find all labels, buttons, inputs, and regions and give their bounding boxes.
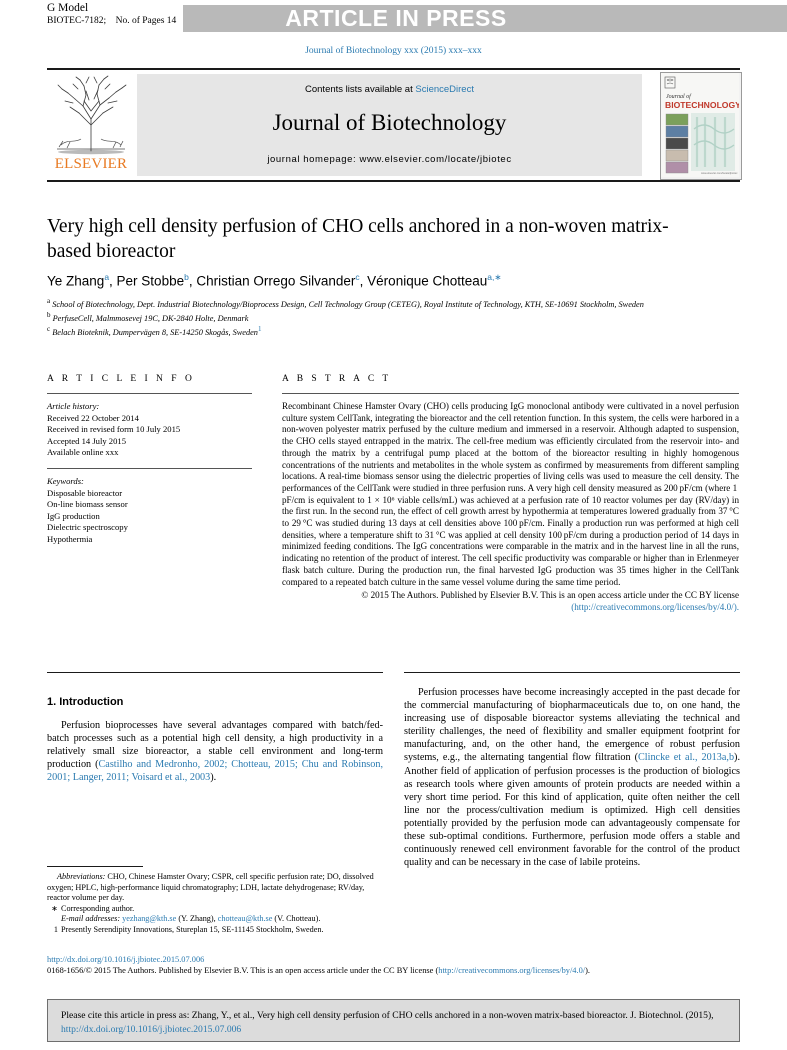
keywords-label: Keywords: <box>47 475 84 486</box>
affiliations-block <box>47 296 717 338</box>
history-item: Received 22 October 2014 <box>47 412 139 423</box>
body-right-column <box>404 686 740 869</box>
journal-masthead <box>47 68 740 182</box>
intro-left-post: ). <box>210 772 217 784</box>
article-history-block <box>47 401 252 459</box>
keyword-item: IgG production <box>47 510 100 521</box>
cite-this-article-text <box>61 1009 729 1036</box>
journal-title: Journal of Biotechnology <box>272 110 507 135</box>
article-history-label: Article history: <box>47 401 100 411</box>
intro-right-post: ). Another field of application of perfusion processes is the production of biologics as research tools where given amounts of protein products are needed within a very short time period. For this kind of application, quite often neither the cell line nor the process/cultivation medium is optimized. High cell densities potentially provided by the perfusion mode can advantageously compensate for these sub-optimal conditions. Furthermore, perfusion mode offers a stable and continuously renewed cell environment favorable for the control of the product quality and can be necessary in the case of labile proteins. <box>404 752 740 869</box>
citation-link[interactable]: Clincke et al., 2013a,b <box>638 752 735 764</box>
issn-pre: 0168-1656/© 2015 The Authors. Published by Elsevier B.V. This is an open access article under the CC BY license ( <box>47 966 439 976</box>
email-label: E-mail addresses: <box>61 914 121 924</box>
author-affil-marker: a,∗ <box>487 272 502 282</box>
homepage-url[interactable]: www.elsevier.com/locate/jbiotec <box>359 154 512 165</box>
journal-reference: Journal of Biotechnology xxx (2015) xxx–xxx <box>305 46 482 56</box>
affil-marker-c: c <box>47 325 51 334</box>
author-affil-marker: a <box>104 272 110 282</box>
contents-available-line <box>137 84 642 95</box>
journal-cover-thumbnail <box>660 72 742 180</box>
history-item: Available online xxx <box>47 447 119 458</box>
article-in-press-text: ARTICLE IN PRESS <box>285 5 507 31</box>
issn-copyright-line <box>47 965 747 976</box>
email-link-chotteau[interactable]: chotteau@kth.se <box>217 914 273 924</box>
footnotes-block <box>47 872 383 936</box>
journal-cover-art <box>661 73 739 177</box>
keyword-item: Hypothermia <box>47 533 93 544</box>
author-list: Ye Zhang$^a$, Per Stobbe$^b$, Christian Orrego Silvander$^c$, Véronique Chotteau$^{a,∗}$ <box>47 272 502 289</box>
cite-this-article-box <box>47 999 740 1042</box>
keyword-item: On-line biomass sensor <box>47 499 128 510</box>
affiliation-b-text: PerfuseCell, Malmmosevej 19C, DK-2840 Holte, Denmark <box>52 313 249 323</box>
article-id: BIOTEC-7182; <box>47 16 107 26</box>
g-model-label: G Model <box>47 2 89 14</box>
email-person-zhang: (Y. Zhang), <box>178 914 216 924</box>
present-address-text: Presently Serendipity Innovations, Stureplan 15, SE-11145 Stockholm, Sweden. <box>61 924 324 934</box>
email-link-zhang[interactable]: yezhang@kth.se <box>122 914 177 924</box>
article-info-column <box>47 374 252 546</box>
doi-link[interactable]: http://dx.doi.org/10.1016/j.jbiotec.2015.07.006 <box>47 955 205 964</box>
abbreviations-text: CHO, Chinese Hamster Ovary; CSPR, cell specific perfusion rate; DO, dissolved oxygen; HPLC, high-performance liquid chromatography; LDH, lactate dehydrogenase; RV/day, reactor volume per day. <box>47 872 374 903</box>
affiliation-b <box>47 310 717 324</box>
intro-right-pre: Perfusion processes have become increasingly accepted in the past decade for the commercial manufacturing of biopharmaceuticals due to, on one hand, the increasing use of disposable bioreactor systems alleviating the technical and sterility challenges, the need of flexibility and smaller equipment footprint for manufacturing, and, on the other hand, the emergence of robust perfusion systems, e.g., the alternating tangential flow filtration ( <box>404 687 740 764</box>
svg-text:BIOTECHNOLOGY: BIOTECHNOLOGY <box>665 100 739 110</box>
homepage-label: journal homepage: <box>267 154 357 165</box>
corresponding-marker: ∗ <box>51 903 58 913</box>
article-in-press-header <box>0 0 787 34</box>
section-heading-introduction: 1. Introduction <box>47 696 124 708</box>
keywords-divider <box>47 468 252 469</box>
sciencedirect-link[interactable]: ScienceDirect <box>415 84 474 95</box>
abstract-heading: A B S T R A C T <box>282 374 392 384</box>
affiliation-c <box>47 324 717 338</box>
intro-left-pre: Perfusion bioprocesses have several advantages compared with batch/fed-batch processes such as a potential high cell density, a high productivity in a relatively small size bioreactor, a stable cell environment and long-term production ( <box>47 720 383 771</box>
affil-dagger-marker: 1 <box>257 325 262 334</box>
article-id-line <box>47 15 176 27</box>
abstract-text: Recombinant Chinese Hamster Ovary (CHO) cells producing IgG monoclonal antibody were cultivated in a novel perfusion culture system CellTank, integrating the bioreactor and the cell retention function. In this system, the cells were harbored in a non-woven polyester matrix perfused by the culture medium and immersed in a reservoir. Although adapted to suspension, the CHO cells stayed entrapped in the matrix. The cell-free medium was efficiently circulated from the reservoir into- and through the matrix by a centrifugal pump placed at the bottom of the bioreactor resulting in highly homogenous concentrations of the nutrients and metabolites in the whole system as confirmed by measurements from different sampling locations. A real-time biomass sensor using the dielectric properties of living cells was used to measure the cell density. The performances of the CellTank were studied in three perfusion runs. A very high cell density measured as 200 pF/cm (where 1 pF/cm is equivalent to 1 × 10⁶ viable cells/mL) was achieved at a perfusion rate of 10 reactor volumes per day (RV/day) in the first run. In the second run, the effect of cell growth arrest by hypothermia at temperatures lowered gradually from 37 °C to 29 °C was studied during 13 days at cell densities above 100 pF/cm. Finally a production run was performed at high cell densities, where a temperature shift to 31 °C was applied at cell density 100 pF/cm during a production period of 14 days in minimized feeding conditions. The IgG concentrations were comparable in the matrix and in the harvest line in all the runs, indicating no retention of the product of interest. The cell specific productivity was comparable or higher than in Erlenmeyer flask batch culture. During the production run, the final harvested IgG production was 35 times higher in the CellTank compared to a repeated batch culture in the same vessel volume during the same time period. <box>282 401 739 587</box>
article-in-press-band <box>183 5 787 32</box>
svg-text:Journal of: Journal of <box>666 94 691 100</box>
right-column-rule <box>404 672 740 673</box>
corresponding-text: Corresponding author. <box>61 903 135 913</box>
author-affil-marker: c <box>355 272 360 282</box>
footnote-rule <box>47 866 143 867</box>
elsevier-logo <box>47 70 135 180</box>
abstract-divider <box>282 393 739 394</box>
abstract-column <box>282 374 739 614</box>
present-address-marker: 1 <box>53 924 58 934</box>
doi-footer <box>47 954 747 977</box>
cite-doi-link[interactable]: http://dx.doi.org/10.1016/j.jbiotec.2015.07.006 <box>61 1023 242 1035</box>
affiliation-c-text: Belach Bioteknik, Dumpervägen 8, SE-14250 Skogås, Sweden <box>52 327 258 337</box>
keywords-block <box>47 476 252 546</box>
citation-link[interactable]: Castilho and Medronho, 2002; Chotteau, 2015; Chu and Robinson, 2001; Langer, 2011; Voisard et al., 2003 <box>47 759 384 784</box>
affil-marker-b: b <box>47 311 51 320</box>
history-item: Accepted 14 July 2015 <box>47 435 126 446</box>
email-person-chotteau: (V. Chotteau). <box>274 914 321 924</box>
copyright-text: © 2015 The Authors. Published by Elsevier B.V. This is an open access article under the CC BY license <box>361 590 739 601</box>
pages-note: No. of Pages 14 <box>115 16 177 26</box>
cite-text-pre: Please cite this article in press as: Zhang, Y., et al., Very high cell density perfusion of CHO cells anchored in a non-woven matrix-based bioreactor. J. Biotechnol. (2015), <box>61 1010 714 1021</box>
cc-license-link[interactable]: http://creativecommons.org/licenses/by/4.0/ <box>438 966 586 976</box>
affil-marker-a: a <box>47 297 51 305</box>
abbreviations-footnote <box>47 872 383 904</box>
left-column-rule <box>47 672 383 673</box>
email-footnote <box>47 914 383 925</box>
intro-paragraph-right <box>404 686 740 869</box>
keyword-item: Disposable bioreactor <box>47 487 123 498</box>
article-info-divider <box>47 393 252 394</box>
svg-text:www.elsevier.com/locate/jbiote: www.elsevier.com/locate/jbiotec <box>701 172 738 175</box>
abstract-copyright <box>282 590 739 613</box>
keyword-item: Dielectric spectroscopy <box>47 522 128 533</box>
abbreviations-label: Abbreviations: <box>57 872 106 881</box>
affiliation-a <box>47 296 717 310</box>
history-item: Received in revised form 10 July 2015 <box>47 424 181 435</box>
issn-post: ). <box>585 966 590 976</box>
body-left-column <box>47 686 383 784</box>
page-title: Very high cell density perfusion of CHO cells anchored in a non-woven matrix-based bioreactor <box>47 216 669 262</box>
contents-prefix: Contents lists available at <box>305 84 416 95</box>
license-link[interactable]: (http://creativecommons.org/licenses/by/4.0/). <box>571 601 739 612</box>
author-affil-marker: b <box>184 272 189 282</box>
corresponding-author-footnote <box>47 904 383 915</box>
elsevier-tree-icon <box>53 73 129 155</box>
affiliation-a-text: School of Biotechnology, Dept. Industrial Biotechnology/Bioprocess Design, Cell Technology Group (CETEG), Royal Institute of Technology, KTH, SE-10691 Stockholm, Sweden <box>52 299 644 309</box>
present-address-footnote <box>47 925 383 936</box>
journal-homepage-line <box>137 154 642 165</box>
elsevier-wordmark: ELSEVIER <box>54 156 128 172</box>
masthead-center-panel <box>137 74 642 176</box>
article-info-heading: A R T I C L E I N F O <box>47 374 195 384</box>
intro-paragraph-left <box>47 719 383 784</box>
